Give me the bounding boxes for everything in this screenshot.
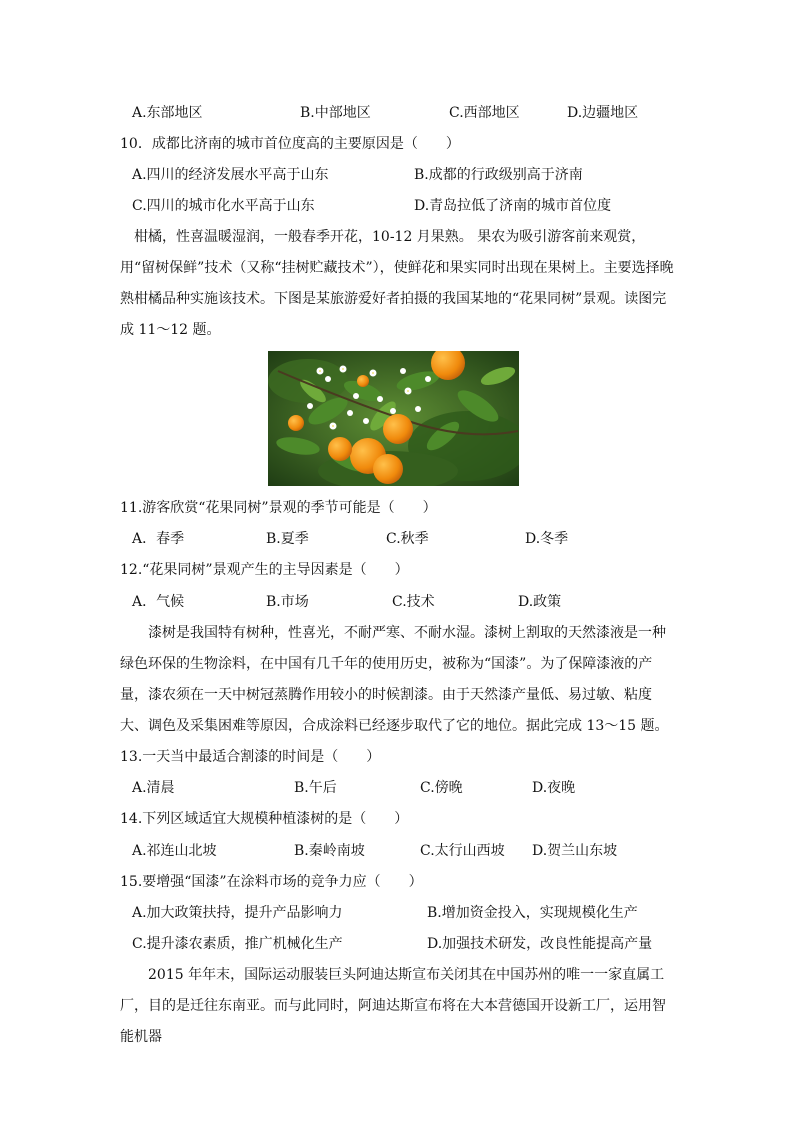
q10-option-d: D.青岛拉低了济南的城市首位度	[414, 198, 612, 214]
q14-option-c: C.太行山西坡	[420, 843, 505, 859]
q12-option-a: A．气候	[132, 594, 185, 610]
q15-option-c: C.提升漆农素质，推广机械化生产	[132, 936, 343, 952]
q12-option-b: B.市场	[266, 594, 309, 610]
q14-option-b: B.秦岭南坡	[294, 843, 365, 859]
q9-option-d: D.边疆地区	[567, 105, 639, 121]
q12-stem: 12.“花果同树”景观产生的主导因素是（ ）	[120, 562, 409, 578]
q15-option-a: A.加大政策扶持，提升产品影响力	[132, 905, 343, 921]
q11-option-d: D.冬季	[525, 531, 569, 547]
q15-option-d: D.加强技术研发，改良性能提高产量	[427, 936, 653, 952]
q11-option-c: C.秋季	[386, 531, 429, 547]
q13-option-d: D.夜晚	[532, 780, 576, 796]
q9-option-a: A.东部地区	[132, 105, 203, 121]
q13-option-b: B.午后	[294, 780, 337, 796]
q10-option-a: A.四川的经济发展水平高于山东	[132, 167, 329, 183]
q9-option-c: C.西部地区	[449, 105, 520, 121]
passage-lacquer: 漆树是我国特有树种，性喜光，不耐严寒、不耐水湿。漆树上割取的天然漆液是一种绿色环保的生物涂料，在中国有几千年的使用历史，被称为“国漆”。为了保障漆液的产量，漆农须在一天中树冠蒸腾作用较小的时候割漆。由于天然漆产量低、易过敏、粘度大、调色及采集困难等原因，合成涂料已经逐步取代了它的地位。据此完成 13～15 题。	[120, 625, 669, 734]
passage-adidas: 2015 年年末，国际运动服装巨头阿迪达斯宣布关闭其在中国苏州的唯一一家直属工厂，目的是迁往东南亚。而与此同时，阿迪达斯宣布将在大本营德国开设新工厂，运用智能机器	[120, 967, 666, 1045]
q14-stem: 14.下列区域适宜大规模种植漆树的是（ ）	[120, 811, 409, 827]
q15-stem: 15.要增强“国漆”在涂料市场的竞争力应（ ）	[120, 874, 423, 890]
q10-option-b: B.成都的行政级别高于济南	[414, 167, 583, 183]
q11-option-b: B.夏季	[266, 531, 309, 547]
q9-option-b: B.中部地区	[300, 105, 371, 121]
q10-stem: 10．成都比济南的城市首位度高的主要原因是（ ）	[120, 136, 460, 152]
q15-option-b: B.增加资金投入，实现规模化生产	[427, 905, 638, 921]
q14-option-a: A.祁连山北坡	[132, 843, 217, 859]
citrus-photo	[268, 351, 519, 486]
q10-option-c: C.四川的城市化水平高于山东	[132, 198, 315, 214]
orange-tree-image	[268, 351, 519, 486]
q11-stem: 11.游客欣赏“花果同树”景观的季节可能是（ ）	[120, 500, 437, 516]
q13-option-a: A.清晨	[132, 780, 175, 796]
passage-citrus: 柑橘，性喜温暖湿润，一般春季开花，10-12 月果熟。 果农为吸引游客前来观赏，用“留树保鲜”技术（又称“挂树贮藏技术”），使鲜花和果实同时出现在果树上。主要选择晚熟柑橘品种实施该技术。下图是某旅游爱好者拍摄的我国某地的“花果同树”景观。读图完成 11～12 题。	[120, 229, 674, 338]
q11-option-a: A．春季	[132, 531, 185, 547]
q13-stem: 13.一天当中最适合割漆的时间是（ ）	[120, 749, 381, 765]
q13-option-c: C.傍晚	[420, 780, 463, 796]
q12-option-c: C.技术	[392, 594, 435, 610]
q14-option-d: D.贺兰山东坡	[532, 843, 618, 859]
q12-option-d: D.政策	[518, 594, 562, 610]
